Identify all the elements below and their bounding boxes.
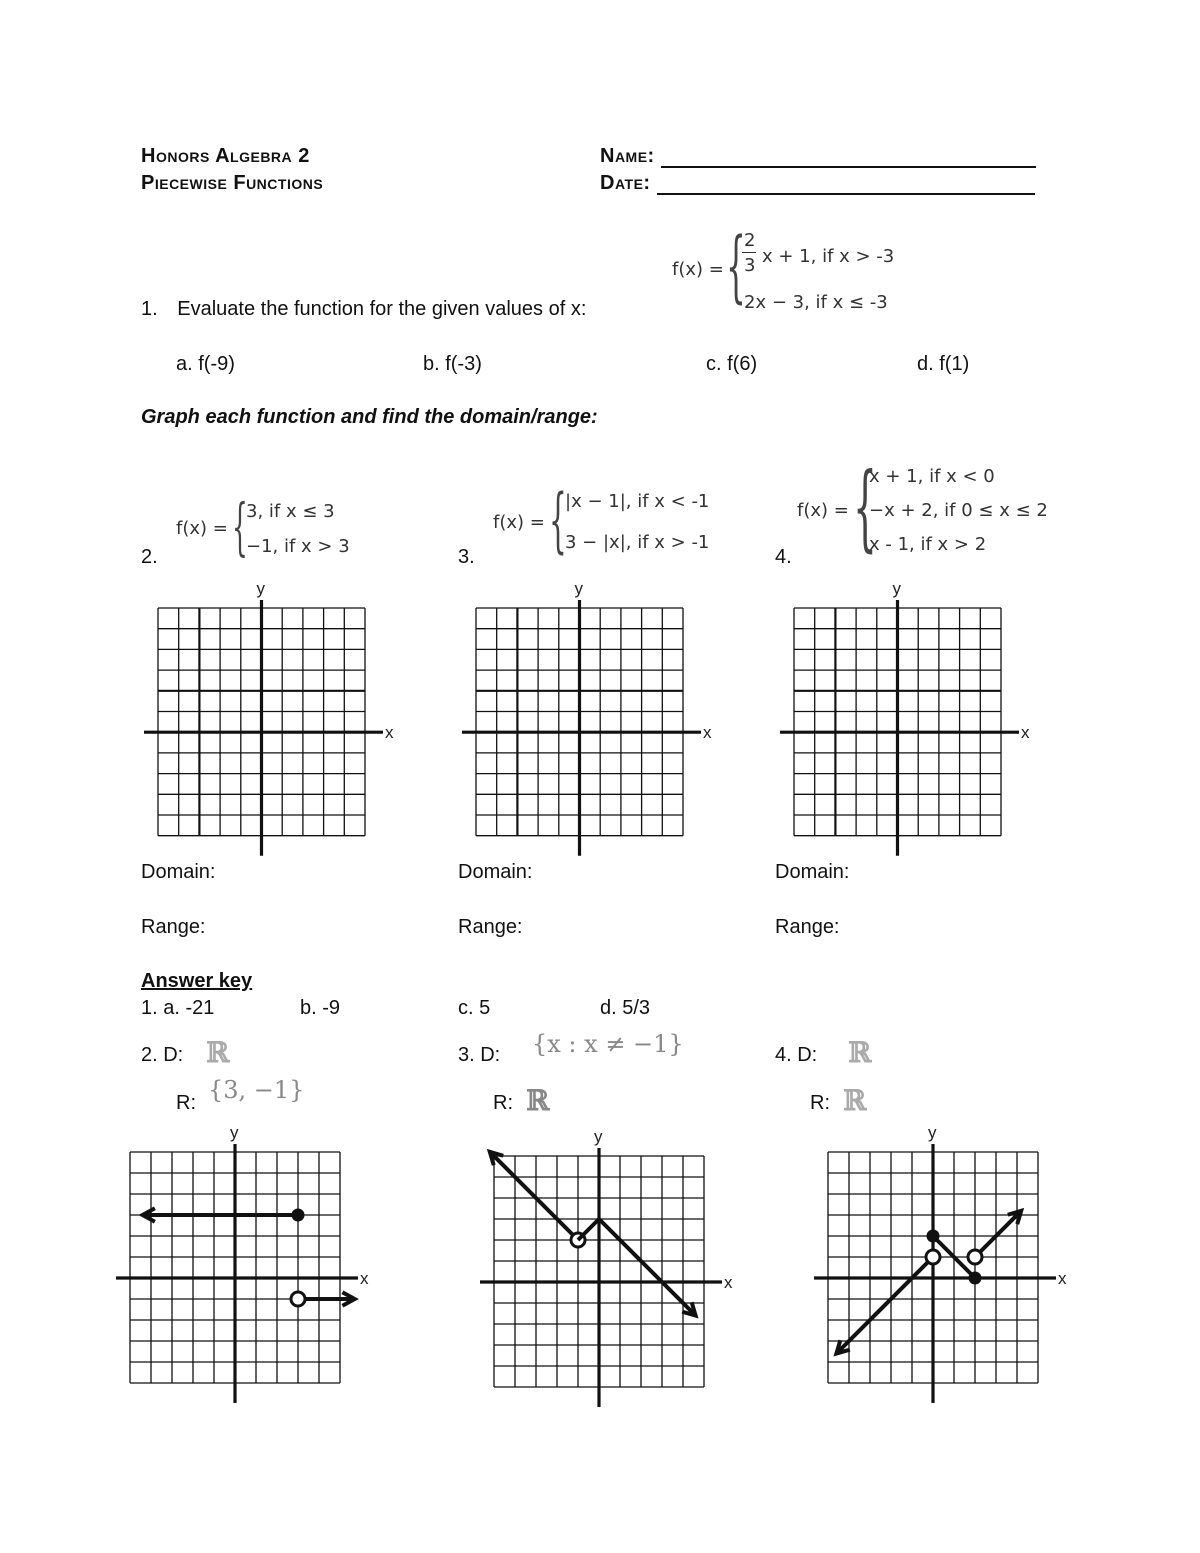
ak-2-domain-label: 2. D:: [141, 1044, 184, 1066]
ak-1b: b. -9: [300, 997, 341, 1019]
instructions: Graph each function and find the domain/range:: [141, 406, 598, 428]
x-axis-label: x: [724, 1273, 733, 1292]
x-axis-label: x: [385, 723, 394, 743]
answer-2-graph: [112, 1118, 374, 1403]
ak-4-domain-value: ℝ: [848, 1036, 872, 1069]
q1-brace: {: [726, 222, 746, 312]
date-field[interactable]: [600, 172, 1035, 195]
problem-3-number: 3.: [458, 546, 475, 568]
problem-2-range: Range:: [141, 916, 206, 938]
q1-piece2: 2x − 3, if x ≤ -3: [744, 292, 888, 313]
y-axis-label: y: [256, 579, 265, 598]
problem-4-function: [797, 453, 1057, 562]
problem-2-brace: {: [232, 490, 248, 563]
date-label: Date:: [600, 172, 651, 194]
y-axis-label: y: [230, 1123, 239, 1142]
q1-function: [672, 222, 902, 318]
problem-4-piece-1: x + 1, if x < 0: [869, 466, 995, 487]
q1-frac-bar: [742, 252, 756, 253]
problem-4-brace: {: [853, 453, 877, 562]
problem-4-number: 4.: [775, 546, 792, 568]
y-axis-label: y: [594, 1127, 603, 1146]
problem-3-fx: f(x) =: [493, 512, 545, 533]
ak-4-range-label: R:: [810, 1092, 830, 1114]
problem-2-number: 2.: [141, 546, 158, 568]
ak-1c: c. 5: [458, 997, 491, 1019]
closed-point: [927, 1230, 940, 1243]
problem-4-range: Range:: [775, 916, 840, 938]
graph-segment: [490, 1152, 578, 1240]
problem-2-domain: Domain:: [141, 861, 216, 883]
q1-prompt-row: [141, 298, 586, 321]
ak-2-domain-value: ℝ: [206, 1036, 230, 1069]
q1-part-b: b. f(-3): [423, 353, 482, 375]
x-axis-label: x: [1021, 723, 1030, 743]
ak-2-range-value: {3, −1}: [208, 1076, 305, 1104]
q1-number: 1.: [141, 298, 158, 320]
problem-3-piece-1: |x − 1|, if x < -1: [565, 491, 710, 512]
problem-2-function: [176, 490, 376, 564]
x-axis-label: x: [703, 723, 712, 743]
q1-fx: f(x) =: [672, 259, 724, 280]
name-label: Name:: [600, 145, 655, 167]
q1-prompt: Evaluate the function for the given values of x:: [177, 298, 587, 320]
y-axis-label: y: [574, 579, 583, 598]
answer-key-title: Answer key: [141, 970, 253, 992]
problem-4-graph[interactable]: [776, 572, 1036, 857]
open-point: [926, 1250, 940, 1264]
problem-3-graph[interactable]: [458, 572, 718, 857]
problem-3-function: [493, 479, 713, 562]
problem-3-brace: {: [549, 479, 567, 561]
problem-4-fx: f(x) =: [797, 500, 849, 521]
problem-2-graph[interactable]: [140, 572, 400, 857]
closed-point: [969, 1272, 982, 1285]
q1-frac-num: 2: [744, 230, 756, 251]
ak-3-range-value: ℝ: [526, 1084, 550, 1117]
y-axis-label: y: [892, 579, 901, 598]
graph-segment: [975, 1211, 1021, 1257]
graph-segment: [599, 1219, 696, 1316]
ak-4-domain-label: 4. D:: [775, 1044, 818, 1066]
problem-2-piece-2: −1, if x > 3: [246, 536, 350, 557]
problem-2-fx: f(x) =: [176, 518, 228, 539]
ak-4-range-value: ℝ: [843, 1084, 867, 1117]
graph-segment: [836, 1257, 933, 1354]
graph-segment: [578, 1219, 599, 1240]
problem-2-piece-1: 3, if x ≤ 3: [246, 501, 335, 522]
problem-4-piece-3: x - 1, if x > 2: [869, 534, 987, 555]
course-title: Honors Algebra 2: [141, 145, 310, 167]
ak-1a: 1. a. -21: [141, 997, 215, 1019]
ak-3-range-label: R:: [493, 1092, 513, 1114]
x-axis-label: x: [1058, 1269, 1067, 1288]
problem-4-domain: Domain:: [775, 861, 850, 883]
q1-part-d: d. f(1): [917, 353, 970, 375]
problem-3-piece-2: 3 − |x|, if x > -1: [565, 532, 710, 553]
y-axis-label: y: [928, 1123, 937, 1142]
q1-part-c: c. f(6): [706, 353, 758, 375]
answer-3-graph: [476, 1122, 738, 1412]
q1-frac-den: 3: [744, 255, 756, 276]
topic-title: Piecewise Functions: [141, 172, 324, 194]
open-point: [291, 1292, 305, 1306]
name-line: [661, 146, 1036, 168]
q1-piece1: x + 1, if x > -3: [762, 246, 895, 267]
problem-3-range: Range:: [458, 916, 523, 938]
problem-3-domain: Domain:: [458, 861, 533, 883]
x-axis-label: x: [360, 1269, 369, 1288]
open-point: [968, 1250, 982, 1264]
ak-2-range-label: R:: [176, 1092, 196, 1114]
ak-1d: d. 5/3: [600, 997, 651, 1019]
closed-point: [292, 1209, 305, 1222]
ak-3-domain-label: 3. D:: [458, 1044, 501, 1066]
date-line: [657, 173, 1035, 195]
ak-3-domain-value: {x : x ≠ −1}: [532, 1030, 684, 1058]
q1-part-a: a. f(-9): [176, 353, 235, 375]
name-field[interactable]: [600, 145, 1036, 168]
problem-4-piece-2: −x + 2, if 0 ≤ x ≤ 2: [869, 500, 1048, 521]
answer-4-graph: [810, 1118, 1072, 1403]
